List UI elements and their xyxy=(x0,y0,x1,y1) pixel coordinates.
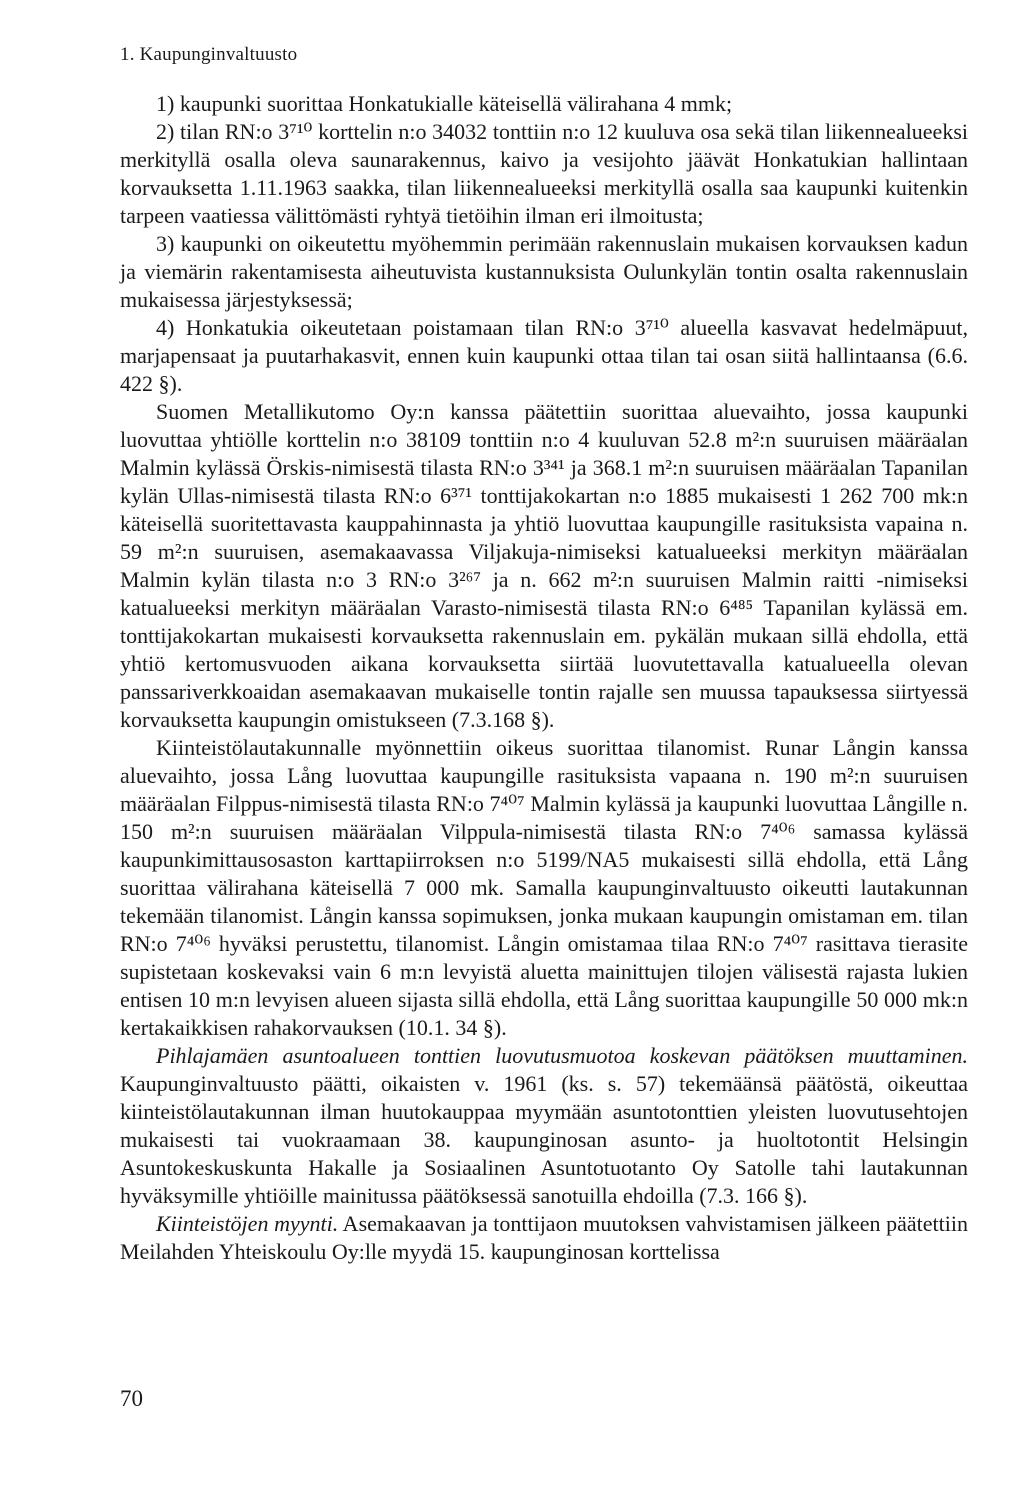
paragraph: 1) kaupunki suorittaa Honkatukialle käteisellä välirahana 4 mmk; xyxy=(156,91,733,116)
section-heading-italic: Pihlajamäen asuntoalueen tonttien luovutusmuotoa koskevan päätöksen muuttaminen. xyxy=(156,1043,968,1068)
paragraph: Kiinteistöjen myynti. Asemakaavan ja tonttijaon muutoksen vahvistamisen jälkeen päätettiin Meilahden Yhteiskoulu Oy:lle myydä 15. kaupunginosan korttelissa xyxy=(120,1211,968,1264)
paragraph: Kiinteistölautakunnalle myönnettiin oikeus suorittaa tilanomist. Runar Långin kanssa aluevaihto, jossa Lång luovuttaa kaupungille rasituksista vapaana n. 190 m²:n suuruisen määräalan Filppus-nimisestä tilasta RN:o 7⁴⁰⁷ Malmin kylässä ja kaupunki luovuttaa Långille n. 150 m²:n suuruisen määräalan Vilppula-nimisestä tilasta RN:o 7⁴⁰⁶ samassa kylässä kaupunkimittausosaston karttapiirroksen n:o 5199/NA5 mukaisesti sillä ehdolla, että Lång suorittaa välirahana käteisellä 7 000 mk. Samalla kaupunginvaltuusto oikeutti lautakunnan tekemään tilanomist. Långin kanssa sopimuksen, jonka mukaan kaupungin omistaman em. tilan RN:o 7⁴⁰⁶ hyväksi perustettu, tilanomist. Långin omistamaa tilaa RN:o 7⁴⁰⁷ rasittava tierasite supistetaan koskevaksi vain 6 m:n levyistä aluetta mainittujen tilojen välisestä rajasta lukien entisen 10 m:n levyisen alueen sijasta sillä ehdolla, että Lång suorittaa kaupungille 50 000 mk:n kertakaikkisen rahakorvauksen (10.1. 34 §). xyxy=(120,735,968,1040)
running-header: 1. Kaupunginvaltuusto xyxy=(120,44,298,65)
paragraph: Pihlajamäen asuntoalueen tonttien luovutusmuotoa koskevan päätöksen muuttaminen. Kaupunginvaltuusto päätti, oikaisten v. 1961 (ks. s. 57) tekemäänsä päätöstä, oikeuttaa kiinteistölautakunnan ilman huutokauppaa myymään asuntotonttien yleisten luovutusehtojen mukaisesti tai vuokraamaan 38. kaupunginosan asunto- ja huoltotontit Helsingin Asuntokeskuskunta Hakalle ja Sosiaalinen Asuntotuotanto Oy Satolle tahi lautakunnan hyväksymille yhtiöille mainitussa päätöksessä sanotuilla ehdoilla (7.3. 166 §). xyxy=(120,1043,968,1208)
paragraph: Suomen Metallikutomo Oy:n kanssa päätettiin suorittaa aluevaihto, jossa kaupunki luovuttaa yhtiölle korttelin n:o 38109 tonttiin n:o 4 kuuluvan 52.8 m²:n suuruisen määräalan Malmin kylässä Örskis-nimisestä tilasta RN:o 3³⁴¹ ja 368.1 m²:n suuruisen määräalan Tapanilan kylän Ullas-nimisestä tilasta RN:o 6³⁷¹ tonttijakokartan n:o 1885 mukaisesti 1 262 700 mk:n käteisellä suoritettavasta kauppahinnasta ja yhtiö luovuttaa kaupungille rasituksista vapaina n. 59 m²:n suuruisen, asemakaavassa Viljakuja-nimiseksi katualueeksi merkityn määräalan Malmin kylän tilasta n:o 3 RN:o 3²⁶⁷ ja n. 662 m²:n suuruisen Malmin raitti -nimiseksi katualueeksi merkityn määräalan Varasto-nimisestä tilasta RN:o 6⁴⁸⁵ Tapanilan kylässä em. tonttijakokartan mukaisesti korvauksetta rakennuslain em. pykälän mukaan sillä ehdolla, että yhtiö kertomusvuoden aikana korvauksetta siirtää luovutettavalla katualueella olevan panssariverkkoaidan asemakaavan mukaiselle tontin rajalle sen muussa tapauksessa siirtyessä korvauksetta kaupungin omistukseen (7.3.168 §). xyxy=(120,399,968,732)
body-text xyxy=(120,90,968,1266)
paragraph: 3) kaupunki on oikeutettu myöhemmin perimään rakennuslain mukaisen korvauksen kadun ja viemärin rakentamisesta aiheutuvista kustannuksista Oulunkylän tontin osalta rakennuslain mukaisessa järjestyksessä; xyxy=(120,231,968,312)
page-number: 70 xyxy=(120,1386,143,1411)
paragraph: 4) Honkatukia oikeutetaan poistamaan tilan RN:o 3⁷¹⁰ alueella kasvavat hedelmäpuut, marjapensaat ja puutarhakasvit, ennen kuin kaupunki ottaa tilan tai osan siitä hallintaansa (6.6. 422 §). xyxy=(120,315,968,396)
paragraph: 2) tilan RN:o 3⁷¹⁰ korttelin n:o 34032 tonttiin n:o 12 kuuluva osa sekä tilan liikennealueeksi merkityllä osalla oleva saunarakennus, kaivo ja vesijohto jäävät Honkatukian hallintaan korvauksetta 1.11.1963 saakka, tilan liikennealueeksi merkityllä osalla saa kaupunki kuitenkin tarpeen vaatiessa välittömästi ryhtyä tietöihin ilman eri ilmoitusta; xyxy=(120,119,968,228)
section-heading-italic: Kiinteistöjen myynti. xyxy=(156,1211,339,1236)
